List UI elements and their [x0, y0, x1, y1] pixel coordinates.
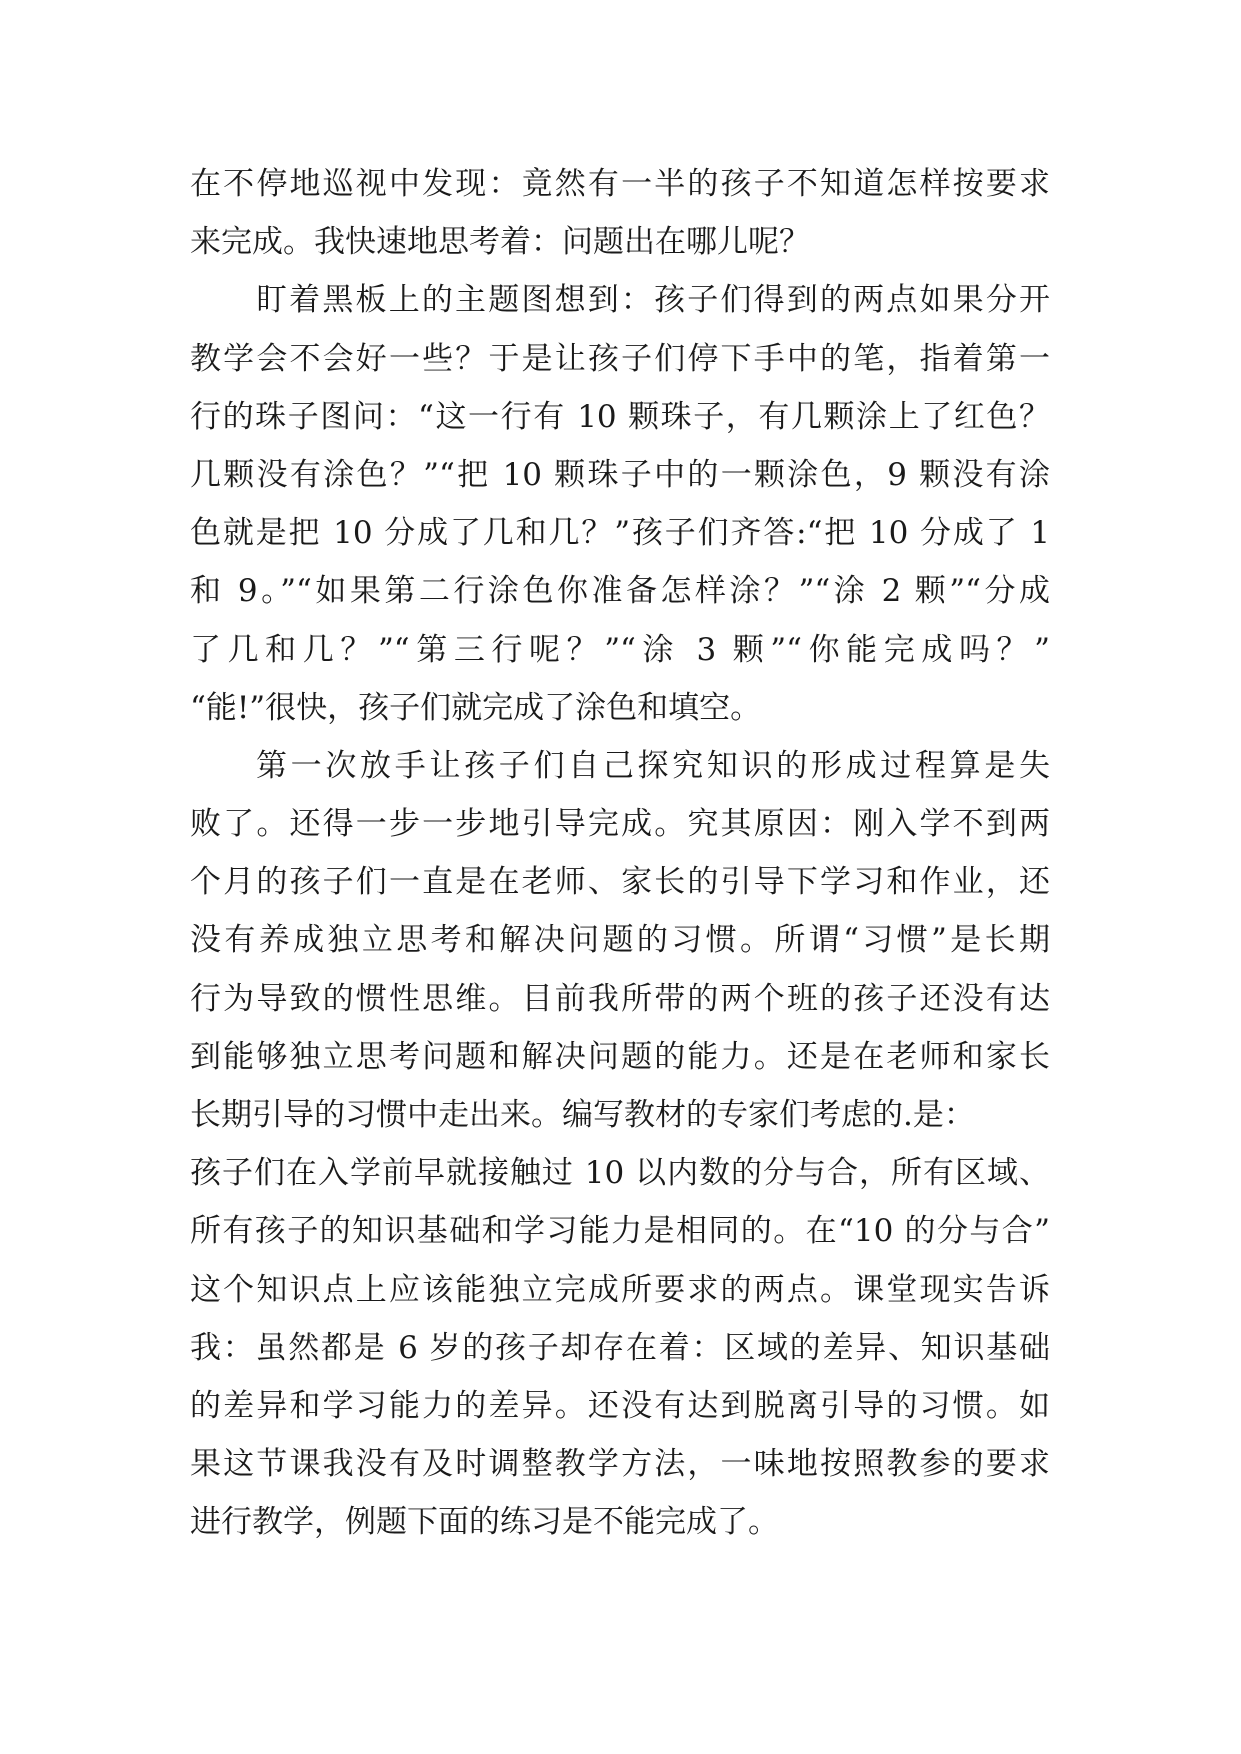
text-line: “能!”很快，孩子们就完成了涂色和填空。 [190, 689, 762, 726]
text-line: 进行教学，例题下面的练习是不能完成了。 [190, 1504, 779, 1541]
text-line: 果这节课我没有及时调整教学方法，一味地按照教参的要求 [190, 1446, 1050, 1483]
text-line: 色就是把 10 分成了几和几？”孩子们齐答:“把 10 分成了 1 [190, 515, 1050, 552]
text-line: 来完成。我快速地思考着：问题出在哪儿呢？ [190, 224, 810, 261]
text-line: 长期引导的习惯中走出来。编写教材的专家们考虑的.是： [190, 1097, 975, 1133]
text-line: 在不停地巡视中发现：竟然有一半的孩子不知道怎样按要求 [190, 166, 1050, 202]
text-line: 到能够独立思考问题和解决问题的能力。还是在老师和家长 [190, 1038, 1050, 1075]
text-line: 行为导致的惯性思维。目前我所带的两个班的孩子还没有达 [190, 980, 1050, 1017]
text-line: 孩子们在入学前早就接触过 10 以内数的分与合，所有区域、 [190, 1155, 1050, 1192]
paragraph-first-line: 盯着黑板上的主题图想到：孩子们得到的两点如果分开 [256, 282, 1050, 319]
text-line: 的差异和学习能力的差异。还没有达到脱离引导的习惯。如 [190, 1387, 1050, 1424]
text-line: 败了。还得一步一步地引导完成。究其原因：刚入学不到两 [190, 806, 1050, 843]
text-line: 我：虽然都是 6 岁的孩子却存在着：区域的差异、知识基础 [190, 1329, 1050, 1366]
text-line: 行的珠子图问：“这一行有 10 颗珠子，有几颗涂上了红色？ [190, 398, 1050, 435]
text-line: 个月的孩子们一直是在老师、家长的引导下学习和作业，还 [190, 864, 1050, 901]
text-line: 没有养成独立思考和解决问题的习惯。所谓“习惯”是长期 [190, 922, 1050, 959]
text-line: 几颗没有涂色？”“把 10 颗珠子中的一颗涂色，9 颗没有涂 [190, 456, 1050, 493]
text-line: 所有孩子的知识基础和学习能力是相同的。在“10 的分与合” [190, 1213, 1050, 1250]
body-text [190, 155, 1050, 1552]
text-line: 这个知识点上应该能独立完成所要求的两点。课堂现实告诉 [190, 1271, 1050, 1308]
text-line: 和 9。”“如果第二行涂色你准备怎样涂？”“涂 2 颗”“分成 [190, 573, 1050, 610]
text-line: 教学会不会好一些？于是让孩子们停下手中的笔，指着第一 [190, 340, 1050, 377]
text-line: 了几和几？”“第三行呢？”“涂 3 颗”“你能完成吗？” [190, 631, 1050, 668]
paragraph-first-line: 第一次放手让孩子们自己探究知识的形成过程算是失 [256, 747, 1050, 784]
